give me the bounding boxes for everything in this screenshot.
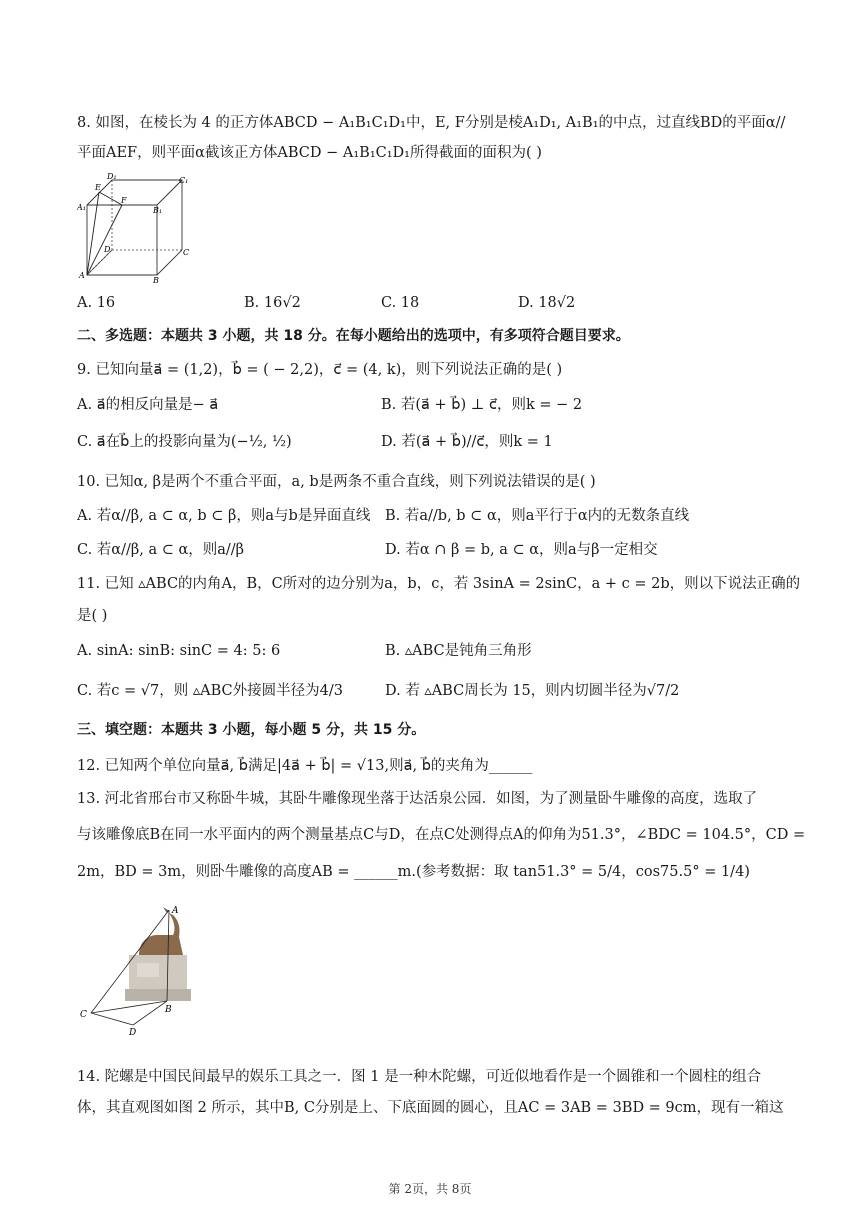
cube-label-F: F: [121, 196, 127, 205]
q11-option-d: D. 若 ▵ABC周长为 15，则内切圆半径为√7/2: [385, 683, 680, 699]
q14-stem-line1: 14. 陀螺是中国民间最早的娱乐工具之一．图 1 是一种木陀螺，可近似地看作是一个圆锥和一个圆柱的组合: [77, 1069, 762, 1085]
q8-option-a: A. 16: [77, 295, 116, 311]
cube-label-B: B: [153, 276, 159, 285]
statue-label-C: C: [80, 1010, 87, 1020]
q8-option-c: C. 18: [381, 295, 420, 311]
q10-option-b: B. 若a//b, b ⊂ α，则a平行于α内的无数条直线: [385, 508, 690, 524]
q11-stem-line2: 是( ): [77, 608, 108, 624]
cube-label-D: D: [104, 245, 111, 254]
statue-label-A: A: [172, 906, 179, 916]
q12-stem: 12. 已知两个单位向量a⃗, b⃗满足|4a⃗ + b⃗| = √13,则a⃗, b⃗的夹角为______: [77, 758, 533, 774]
q9-option-c: C. a⃗在b⃗上的投影向量为(−½, ½): [77, 434, 292, 450]
q8-option-d: D. 18√2: [518, 295, 576, 311]
statue-label-D: D: [129, 1028, 137, 1038]
cube-label-D1: D₁: [107, 172, 117, 181]
cube-label-B1: B₁: [153, 206, 163, 215]
cube-label-A: A: [79, 271, 85, 280]
q14-stem-line2: 体，其直观图如图 2 所示，其中B, C分别是上、下底面圆的圆心，且AC = 3AB = 3BD = 9cm，现有一箱这: [77, 1100, 784, 1116]
q11-stem-line1: 11. 已知 ▵ABC的内角A，B，C所对的边分别为a，b，c，若 3sinA = 2sinC，a + c = 2b，则以下说法正确的: [77, 576, 801, 592]
q9-option-a: A. a⃗的相反向量是− a⃗: [77, 397, 219, 413]
section-fill-in: 三、填空题：本题共 3 小题，每小题 5 分，共 15 分。: [77, 722, 426, 738]
q8-option-b: B. 16√2: [244, 295, 301, 311]
section-multiple-choice: 二、多选题：本题共 3 小题，共 18 分。在每小题给出的选项中，有多项符合题目要求。: [77, 328, 630, 344]
q9-option-d: D. 若(a⃗ + b⃗)//c⃗，则k = 1: [381, 434, 553, 450]
q9-option-b: B. 若(a⃗ + b⃗) ⊥ c⃗，则k = − 2: [381, 397, 583, 413]
q8-stem-line1: 8. 如图，在棱长为 4 的正方体ABCD − A₁B₁C₁D₁中，E, F分别是棱A₁D₁, A₁B₁的中点，过直线BD的平面α//: [77, 115, 786, 131]
cube-label-A1: A₁: [77, 203, 86, 212]
q11-option-c: C. 若c = √7，则 ▵ABC外接圆半径为4/3: [77, 683, 343, 699]
q8-stem-line2: 平面AEF，则平面α截该正方体ABCD − A₁B₁C₁D₁所得截面的面积为( ): [77, 145, 542, 161]
page-footer: 第 2页，共 8页: [388, 1182, 472, 1196]
q9-stem: 9. 已知向量a⃗ = (1,2)，b⃗ = ( − 2,2)，c⃗ = (4, k)，则下列说法正确的是( ): [77, 362, 563, 378]
cube-figure: [77, 170, 197, 285]
q11-option-a: A. sinA: sinB: sinC = 4: 5: 6: [77, 643, 281, 659]
q13-stem-line1: 13. 河北省邢台市又称卧牛城，其卧牛雕像现坐落于达活泉公园．如图，为了测量卧牛雕像的高度，选取了: [77, 791, 758, 807]
q11-option-b: B. ▵ABC是钝角三角形: [385, 643, 532, 659]
cube-label-E: E: [95, 183, 101, 192]
q10-option-d: D. 若α ∩ β = b, a ⊂ α，则a与β一定相交: [385, 542, 658, 558]
q10-option-a: A. 若α//β, a ⊂ α, b ⊂ β，则a与b是异面直线: [77, 508, 371, 524]
q13-stem-line2: 与该雕像底B在同一水平面内的两个测量基点C与D，在点C处测得点A的仰角为51.3°，∠BDC = 104.5°，CD =: [77, 827, 806, 843]
q10-stem: 10. 已知α, β是两个不重合平面，a, b是两条不重合直线，则下列说法错误的是( ): [77, 474, 596, 490]
statue-label-B: B: [165, 1005, 172, 1015]
q13-stem-line3: 2m，BD = 3m，则卧牛雕像的高度AB = ______m.(参考数据：取 tan51.3° = 5/4，cos75.5° = 1/4): [77, 864, 750, 880]
q10-option-c: C. 若α//β, a ⊂ α，则a//β: [77, 542, 245, 558]
cube-label-C1: C₁: [179, 176, 189, 185]
cube-label-C: C: [183, 248, 190, 257]
statue-figure: [77, 905, 217, 1040]
